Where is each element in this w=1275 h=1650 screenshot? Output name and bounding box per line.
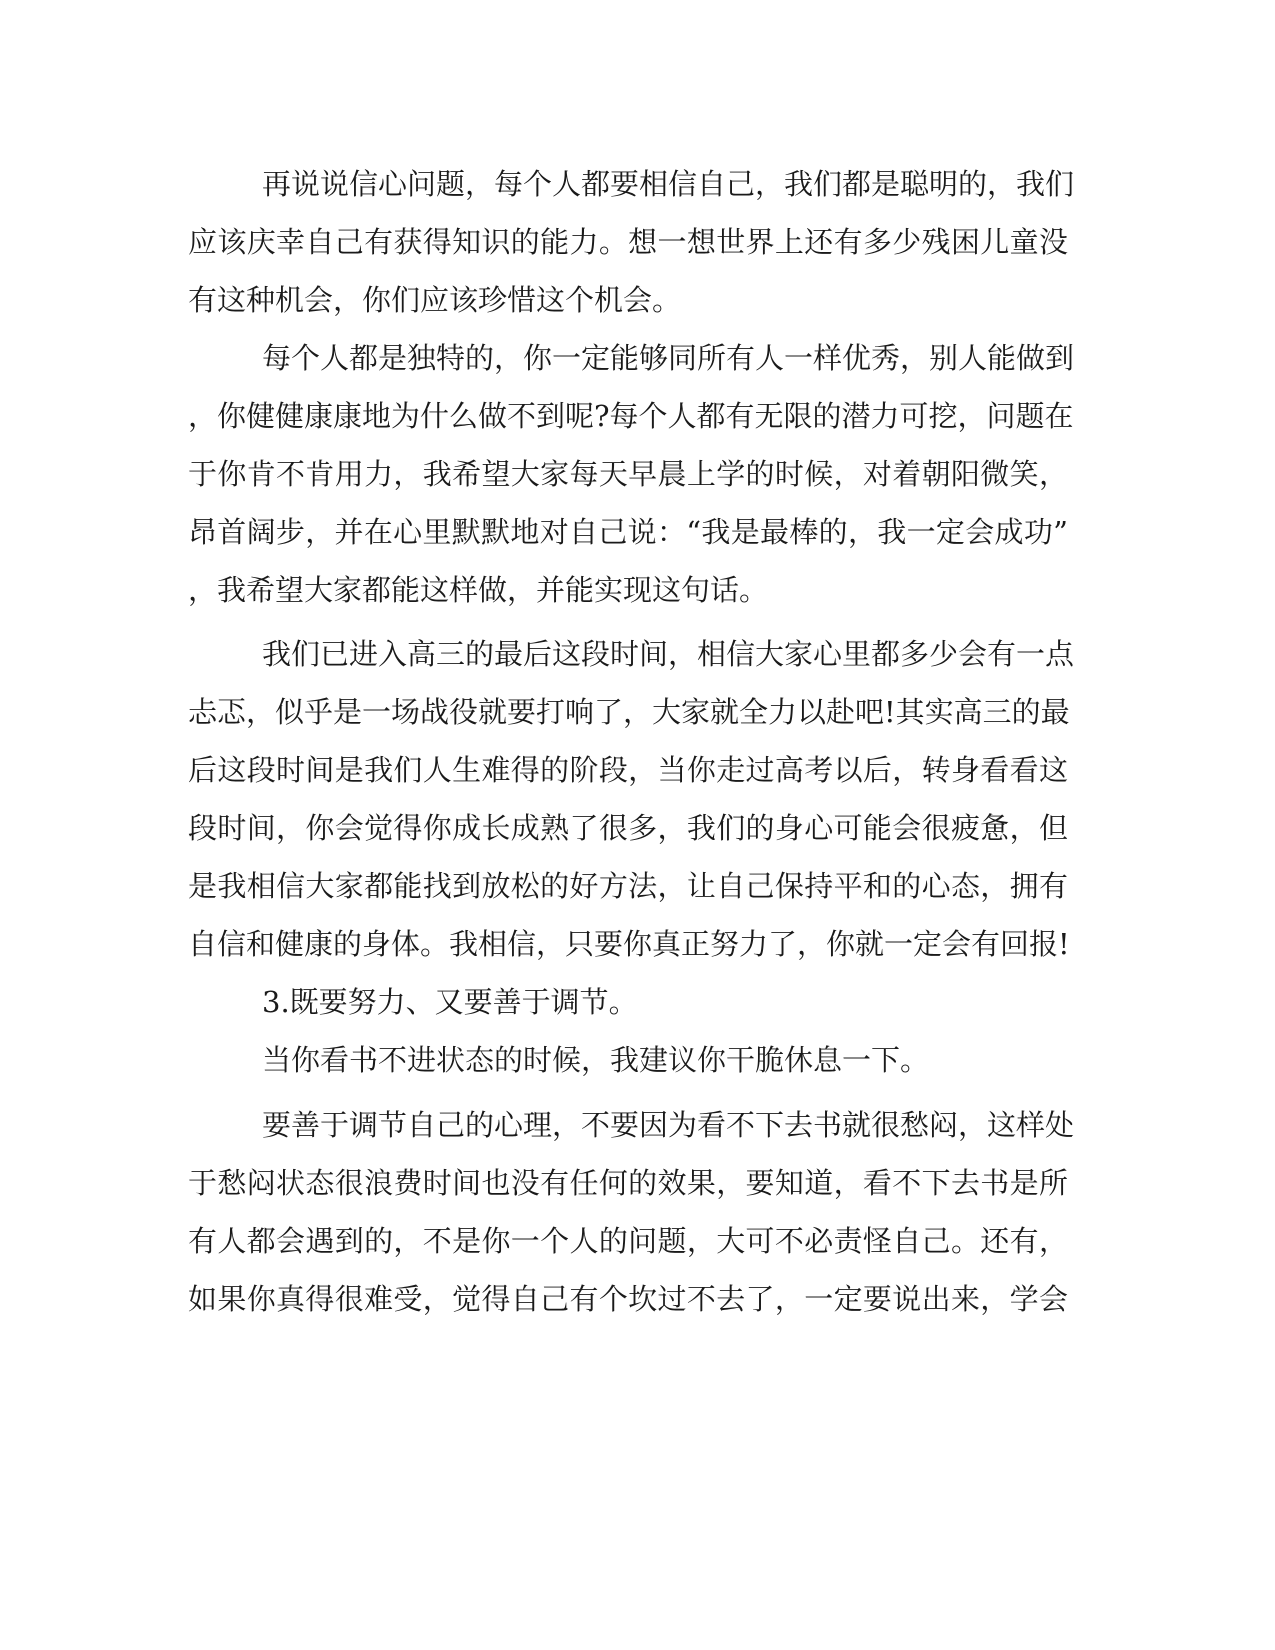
text-line: 我们已进入高三的最后这段时间，相信大家心里都多少会有一点 — [262, 637, 1075, 671]
text-line: 要善于调节自己的心理，不要因为看不下去书就很愁闷，这样处 — [262, 1108, 1075, 1142]
section-heading: 3.既要努力、又要善于调节。 — [262, 985, 638, 1019]
text-line: 如果你真得很难受，觉得自己有个坎过不去了，一定要说出来，学会 — [188, 1282, 1068, 1316]
text-line: 是我相信大家都能找到放松的好方法，让自己保持平和的心态，拥有 — [188, 869, 1068, 903]
text-line: 于愁闷状态很浪费时间也没有任何的效果，要知道，看不下去书是所 — [188, 1166, 1068, 1200]
text-line: 于你肯不肯用力，我希望大家每天早晨上学的时候，对着朝阳微笑， — [188, 457, 1068, 491]
text-line: 忐忑，似乎是一场战役就要打响了，大家就全力以赴吧!其实高三的最 — [188, 695, 1070, 729]
text-line: 有这种机会，你们应该珍惜这个机会。 — [188, 283, 682, 317]
text-line: ，我希望大家都能这样做，并能实现这句话。 — [188, 573, 769, 607]
text-line: ，你健健康康地为什么做不到呢?每个人都有无限的潜力可挖，问题在 — [188, 399, 1074, 433]
text-line: 后这段时间是我们人生难得的阶段，当你走过高考以后，转身看看这 — [188, 753, 1068, 787]
text-line: 自信和健康的身体。我相信，只要你真正努力了，你就一定会有回报! — [188, 927, 1070, 961]
text-line: 段时间，你会觉得你成长成熟了很多，我们的身心可能会很疲惫，但 — [188, 811, 1068, 845]
text-line: 有人都会遇到的，不是你一个人的问题，大可不必责怪自己。还有， — [188, 1224, 1068, 1258]
text-line: 应该庆幸自己有获得知识的能力。想一想世界上还有多少残困儿童没 — [188, 225, 1068, 259]
text-line: 当你看书不进状态的时候，我建议你干脆休息一下。 — [262, 1043, 930, 1077]
text-line: 再说说信心问题，每个人都要相信自己，我们都是聪明的，我们 — [262, 167, 1075, 201]
text-line: 每个人都是独特的，你一定能够同所有人一样优秀，别人能做到 — [262, 341, 1075, 375]
text-line: 昂首阔步，并在心里默默地对自己说：“我是最棒的，我一定会成功” — [188, 515, 1068, 549]
